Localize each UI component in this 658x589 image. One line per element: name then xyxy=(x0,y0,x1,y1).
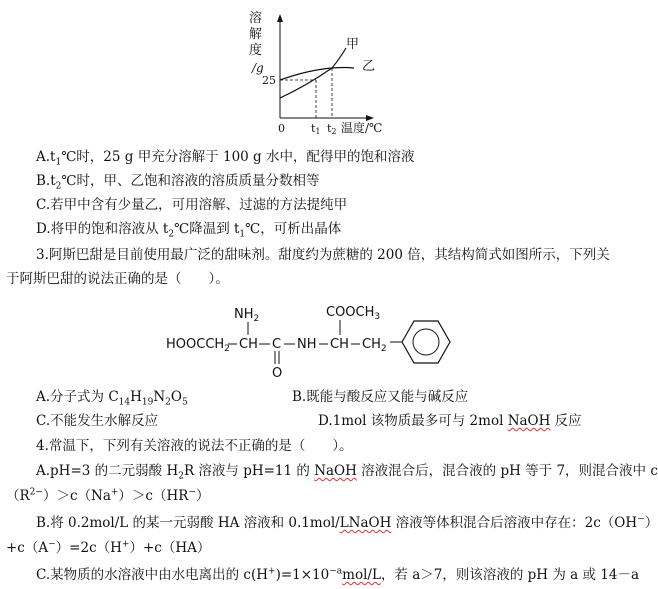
q4-option-b-line-2: +c（A−）=2c（H+）+c（HA） xyxy=(6,539,211,556)
struct-c-carbonyl: C xyxy=(272,337,282,352)
q4-option-b-line-1: B.将 0.2mol/L 的某一元弱酸 HA 溶液和 0.1mol/LNaOH 溶液等体积混合后溶液中存在：2c（OH−） xyxy=(36,514,658,531)
q2-option-a: $A.t_1℃$时，25 g 甲充分溶解于 100 g 水中，配得甲的饱和溶液 xyxy=(36,149,415,168)
struct-nh2: $NH_2$ xyxy=(234,307,260,324)
q3-option-b: B.既能与酸反应又能与碱反应 xyxy=(292,389,469,405)
q3-option-a: A.分子式为 $C_{14}H_{19}N_2O_5$ xyxy=(36,389,188,408)
struct-ch2-last: $CH_2$ xyxy=(362,337,387,354)
q4-option-a-line-1: A.pH=3 的二元弱酸 $H_2R$ 溶液与 pH=11 的 NaOH 溶液混合后，混合液的 pH 等于 7，则混合液中 c xyxy=(36,463,658,482)
q3-stem-line-1: 3.阿斯巴甜是目前使用最广泛的甜味剂。甜度约为蔗糖的 200 倍，其结构简式如图所示，下列关 xyxy=(36,247,610,263)
q4-stem: 4.常温下，下列有关溶液的说法不正确的是（ ）。 xyxy=(36,438,353,454)
q2-option-d: D.将甲的饱和溶液从 $t_2℃$降温到 $t_1℃$，可析出晶体 xyxy=(36,221,342,240)
struct-ch-2: CH xyxy=(330,337,349,352)
x-tick-t2: t2 xyxy=(327,122,337,136)
q3-option-d: D.1mol 该物质最多可与 2mol NaOH 反应 xyxy=(318,413,582,429)
curve-yi-label: 乙 xyxy=(362,59,376,74)
q4-option-c: C.某物质的水溶液中由水电离出的 $c(H^+)=1\times 10^{-a}mol/L$，若 a＞7，则该溶液的 pH 为 a 或 14－a xyxy=(36,566,640,583)
y-label-3: 度 xyxy=(249,43,263,58)
q3-option-c: C.不能发生水解反应 xyxy=(36,413,159,429)
q4-option-a-line-2: $(R^{2-})>c(Na^+)>c(HR^-)$ xyxy=(6,487,210,504)
x-axis-label: 温度/℃ xyxy=(341,121,383,135)
benzene-ring xyxy=(402,321,450,363)
curve-jia-label: 甲 xyxy=(346,37,360,52)
q3-stem-line-2: 于阿斯巴甜的说法正确的是（ ）。 xyxy=(6,271,229,287)
y-label-4: /g xyxy=(252,61,264,75)
struct-cooch3: $COOCH_3$ xyxy=(326,305,381,322)
struct-ch-1: CH xyxy=(239,337,258,352)
q2-option-b: $B.t_2℃$时，甲、乙饱和溶液的溶质质量分数相等 xyxy=(36,173,320,192)
y-label-1: 溶 xyxy=(249,11,263,26)
y-tick-25: 25 xyxy=(262,74,276,87)
benzene-inner-circle xyxy=(413,329,439,355)
y-axis-arrow xyxy=(277,14,283,22)
struct-nh: NH xyxy=(297,337,317,352)
solubility-graph xyxy=(240,6,400,138)
q2-option-c: C.若甲中含有少量乙，可用溶解、过滤的方法提纯甲 xyxy=(36,197,348,213)
struct-main-chain: $HOOCCH_2$ xyxy=(166,337,230,354)
x-tick-t1: t1 xyxy=(311,122,321,136)
curve-jia-line xyxy=(280,48,346,98)
aspartame-structure xyxy=(164,302,464,380)
struct-oxygen: O xyxy=(272,366,283,381)
y-label-2: 解 xyxy=(249,27,263,42)
origin-label: 0 xyxy=(278,122,285,135)
